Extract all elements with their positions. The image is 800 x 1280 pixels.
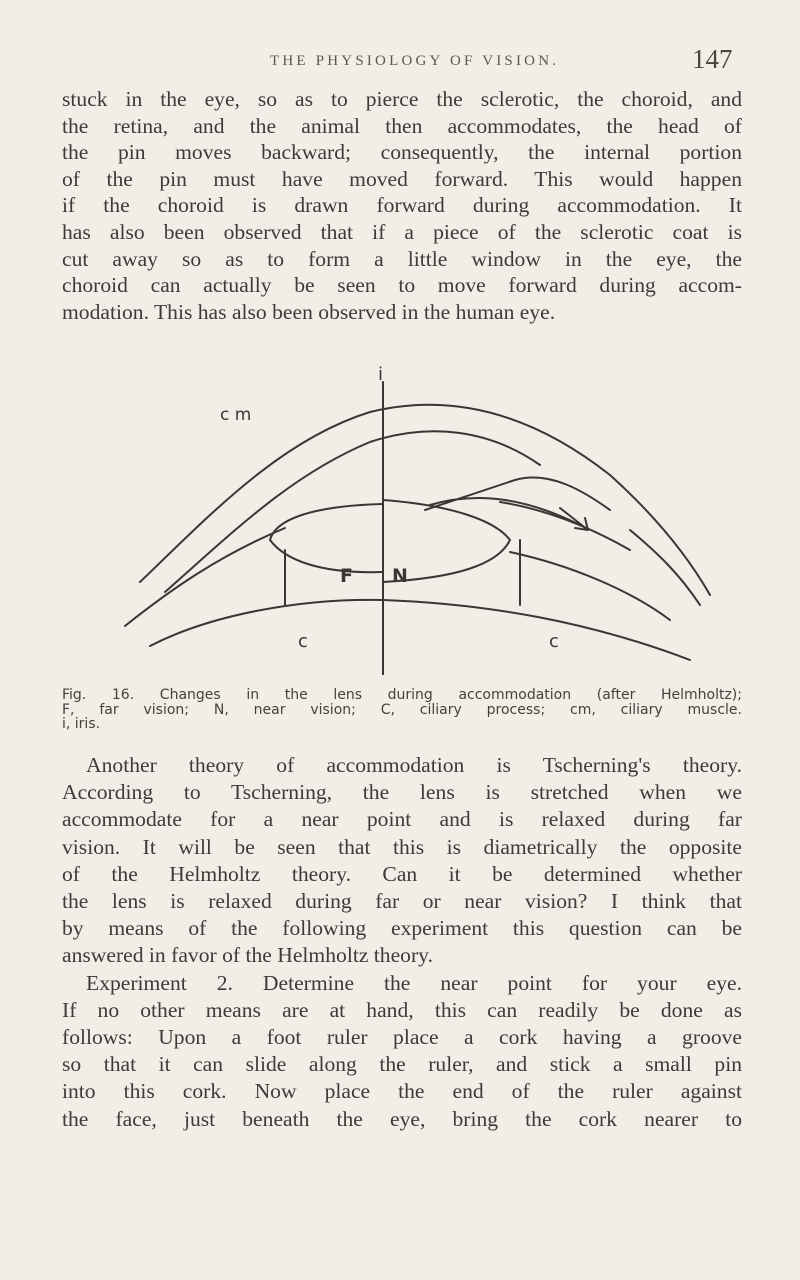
text-line: the retina, and the animal then accommodates, the head of [62, 113, 742, 138]
tangent-left [125, 528, 285, 626]
text-line: follows: Upon a foot ruler place a cork having a groove [62, 1025, 742, 1050]
label-ciliary-right: c [549, 631, 559, 652]
text-line: into this cork. Now place the end of the ruler against [62, 1079, 742, 1104]
text-line: of the pin must have moved forward. This would happen [62, 166, 742, 191]
text-line: Another theory of accommodation is Tscherning's theory. [86, 753, 742, 777]
lens-diagram [70, 360, 750, 675]
label-far: F [340, 565, 353, 587]
text-line: cut away so as to form a little window in the eye, the [62, 246, 742, 271]
label-iris: i [378, 364, 384, 385]
text-line: If no other means are at hand, this can readily be done as [62, 997, 742, 1022]
running-head: THE PHYSIOLOGY OF VISION. [270, 53, 560, 69]
paragraph-top [62, 86, 742, 325]
figure-caption [62, 688, 742, 732]
text-line: answered in favor of the Helmholtz theory. [62, 943, 433, 968]
text-line: of the Helmholtz theory. Can it be determined whether [62, 861, 742, 886]
text-line: by means of the following experiment this question can be [62, 916, 742, 941]
text-line: the face, just beneath the eye, bring the cork nearer to [62, 1106, 742, 1131]
caption-line: F, far vision; N, near vision; C, ciliary process; cm, ciliary muscle. [62, 701, 742, 718]
far-lens-front [270, 504, 383, 572]
paragraph-bottom [62, 752, 742, 1133]
text-line: modation. This has also been observed in the human eye. [62, 299, 556, 324]
text-line: the pin moves backward; consequently, the internal portion [62, 140, 742, 165]
label-ciliary-muscle: c m [220, 405, 252, 425]
page-number: 147 [692, 44, 733, 74]
label-near: N [392, 565, 408, 587]
text-line: vision. It will be seen that this is diametrically the opposite [62, 834, 742, 859]
lower-arc-right [383, 600, 690, 660]
lens-accommodation-figure [70, 360, 750, 675]
page-header [0, 44, 800, 90]
lower-inner-arc [510, 552, 670, 620]
text-line: accommodate for a near point and is relaxed during far [62, 807, 742, 832]
caption-line: i, iris. [62, 716, 101, 732]
sclera-arc [140, 405, 710, 595]
caption-line: Fig. 16. Changes in the lens during accommodation (after Helmholtz); [62, 687, 742, 703]
text-line: Experiment 2. Determine the near point for your eye. [86, 970, 742, 995]
text-line: choroid can actually be seen to move forward during accom- [62, 273, 742, 298]
text-line: so that it can slide along the ruler, and stick a small pin [62, 1052, 742, 1077]
text-line: has also been observed that if a piece of the sclerotic coat is [62, 219, 742, 244]
text-line: if the choroid is drawn forward during accommodation. It [62, 193, 742, 218]
tangent-right [630, 530, 700, 605]
text-line: the lens is relaxed during far or near vision? I think that [62, 889, 742, 914]
label-ciliary-left: c [298, 631, 308, 652]
text-line: stuck in the eye, so as to pierce the sclerotic, the choroid, and [62, 87, 742, 111]
lower-arc-left [150, 600, 383, 646]
text-line: According to Tscherning, the lens is stretched when we [62, 780, 742, 805]
